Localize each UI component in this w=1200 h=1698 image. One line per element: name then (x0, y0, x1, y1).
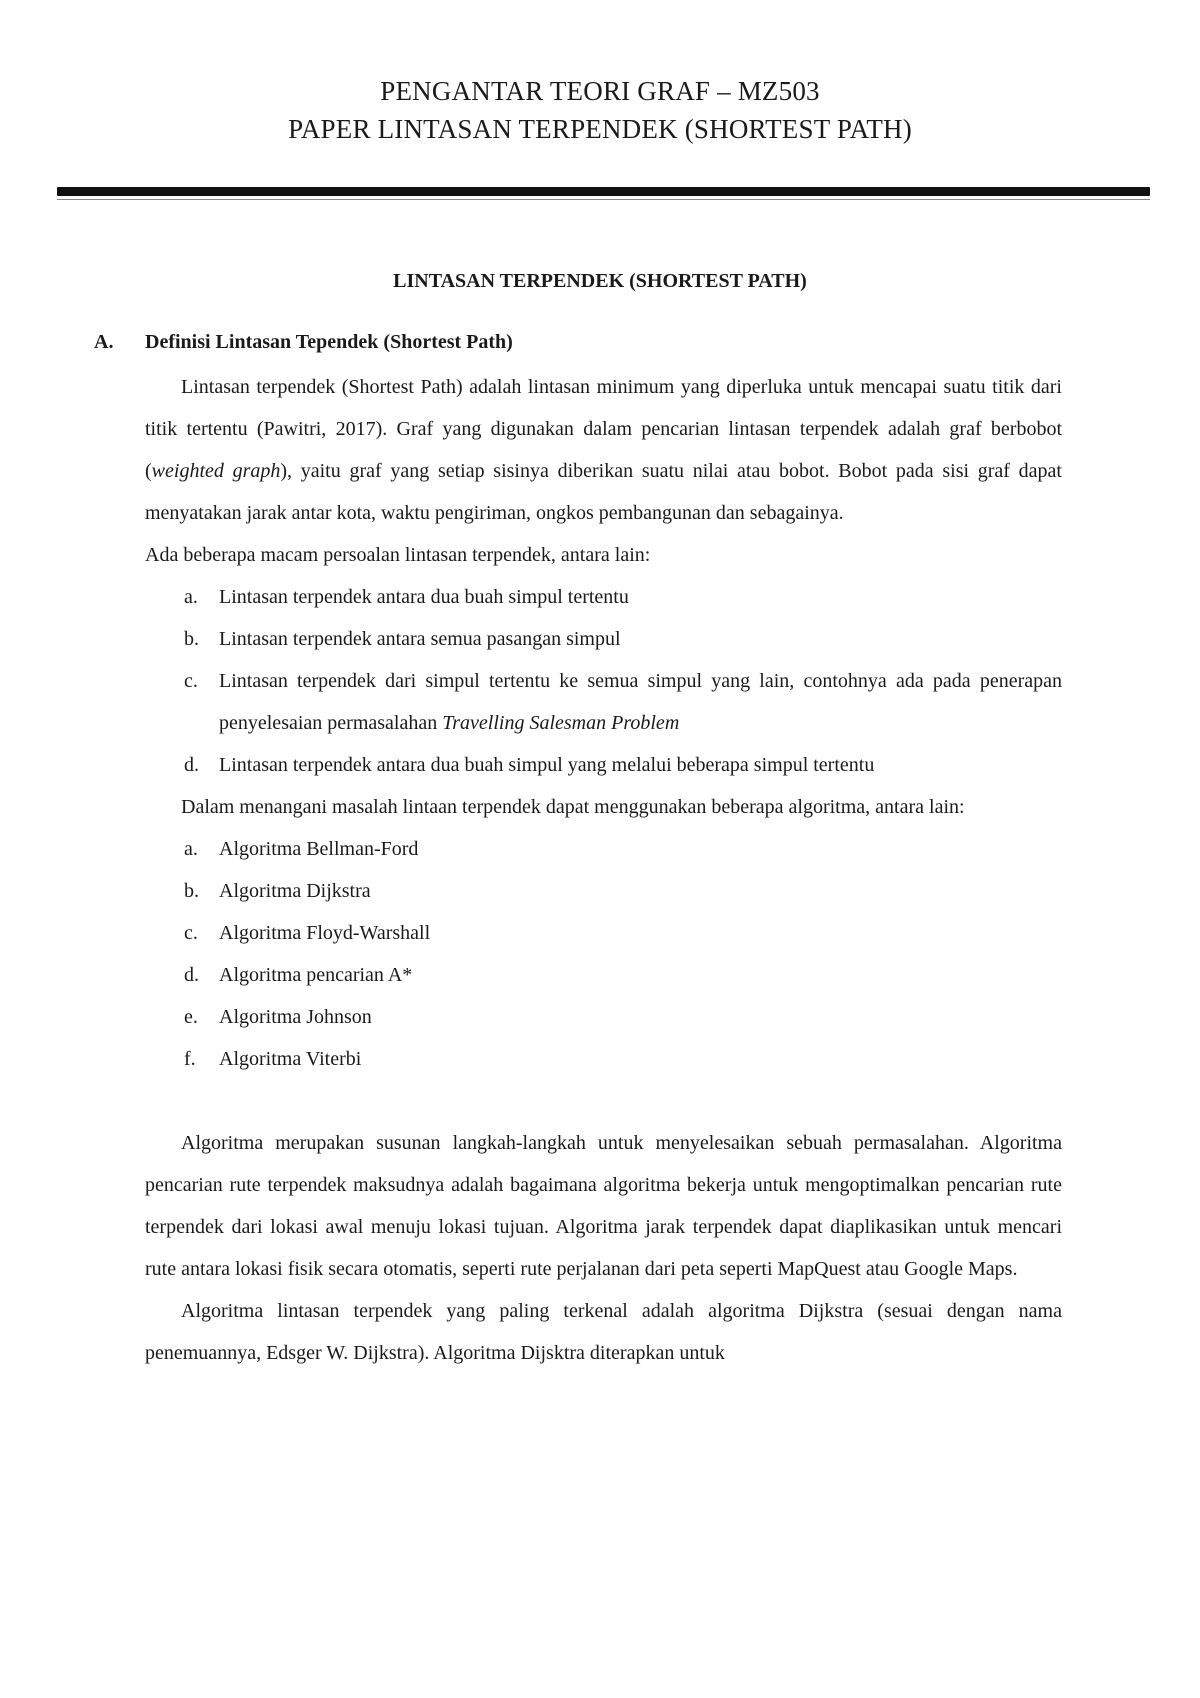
list-marker: a. (184, 838, 198, 860)
paragraph-problem-intro: Ada beberapa macam persoalan lintasan terpendek, antara lain: (145, 544, 651, 566)
list-marker: f. (184, 1048, 196, 1070)
list-item (145, 1038, 1062, 1080)
paragraph-definition (145, 366, 1062, 534)
list-item (145, 870, 1062, 912)
list-marker: e. (184, 1006, 198, 1028)
list-marker: d. (184, 754, 199, 776)
list-item (145, 660, 1062, 744)
paragraph-algorithm-intro: Dalam menangani masalah lintaan terpendek dapat menggunakan beberapa algoritma, antara lain: (181, 796, 965, 818)
list-item-text: Lintasan terpendek antara dua buah simpul tertentu (219, 586, 629, 608)
algorithm-list (145, 828, 1062, 1080)
page-header (0, 72, 1200, 148)
blank-line (145, 1080, 1062, 1122)
section-title: LINTASAN TERPENDEK (SHORTEST PATH) (393, 270, 807, 292)
paragraph-algorithm-definition: Algoritma merupakan susunan langkah-langkah untuk menyelesaikan sebuah permasalahan. Algoritma pencarian rute terpendek maksudnya adalah bagaimana algoritma bekerja untuk mengoptimalkan pencarian rute terpendek dari lokasi awal menuju lokasi tujuan. Algoritma jarak terpendek dapat diaplikasikan untuk mencari rute antara lokasi fisik secara otomatis, seperti rute perjalanan dari peta seperti MapQuest atau Google Maps. (145, 1132, 1062, 1280)
subsection-heading (94, 331, 513, 354)
list-item (145, 912, 1062, 954)
list-item (145, 618, 1062, 660)
list-item-text: Lintasan terpendek antara dua buah simpul yang melalui beberapa simpul tertentu (219, 754, 875, 776)
body-content (145, 366, 1062, 1374)
list-item (145, 954, 1062, 996)
list-item (145, 744, 1062, 786)
list-marker: c. (184, 922, 198, 944)
paragraph-definition-part2: ), yaitu graf yang setiap sisinya diberikan suatu nilai atau bobot. Bobot pada sisi graf dapat menyatakan jarak antar kota, waktu pengiriman, ongkos pembangunan dan sebagainya. (145, 460, 1062, 524)
list-item-text: Lintasan terpendek dari simpul tertentu ke semua simpul yang lain, contohnya ada pada penerapan penyelesaian permasalahan (219, 670, 1062, 734)
list-item (145, 828, 1062, 870)
list-item-text: Algoritma Viterbi (219, 1048, 362, 1070)
list-marker: b. (184, 628, 199, 650)
list-item-italic: Travelling Salesman Problem (442, 712, 680, 734)
paragraph-definition-italic: weighted graph (151, 460, 281, 482)
list-marker: a. (184, 586, 198, 608)
header-divider (57, 187, 1150, 196)
list-marker: c. (184, 670, 198, 692)
list-item (145, 576, 1062, 618)
paragraph-dijkstra: Algoritma lintasan terpendek yang paling terkenal adalah algoritma Dijkstra (sesuai dengan nama penemuannya, Edsger W. Dijkstra). Algoritma Dijsktra diterapkan untuk (145, 1300, 1062, 1364)
list-marker: d. (184, 964, 199, 986)
header-course-title: PENGANTAR TEORI GRAF – MZ503 (380, 76, 820, 106)
list-item-text: Algoritma Floyd-Warshall (219, 922, 431, 944)
list-item (145, 996, 1062, 1038)
list-item-text: Algoritma Dijkstra (219, 880, 371, 902)
list-item-text: Algoritma Johnson (219, 1006, 372, 1028)
list-item-text: Lintasan terpendek antara semua pasangan simpul (219, 628, 621, 650)
subsection-number: A. (94, 331, 114, 353)
problem-list (145, 576, 1062, 786)
list-item-text: Algoritma pencarian A* (219, 964, 413, 986)
header-divider-shadow (57, 199, 1150, 200)
subsection-title: Definisi Lintasan Tependek (Shortest Path) (145, 331, 513, 353)
header-paper-title: PAPER LINTASAN TERPENDEK (SHORTEST PATH) (288, 114, 912, 144)
paragraph-definition-part1: Lintasan terpendek (Shortest Path) adalah lintasan minimum yang diperluka untuk mencapai suatu titik dari titik tertentu (Pawitri, 2017). Graf yang digunakan dalam pencarian lintasan terpendek adalah graf berbobot ( (145, 376, 1062, 482)
list-marker: b. (184, 880, 199, 902)
list-item-text: Algoritma Bellman-Ford (219, 838, 419, 860)
